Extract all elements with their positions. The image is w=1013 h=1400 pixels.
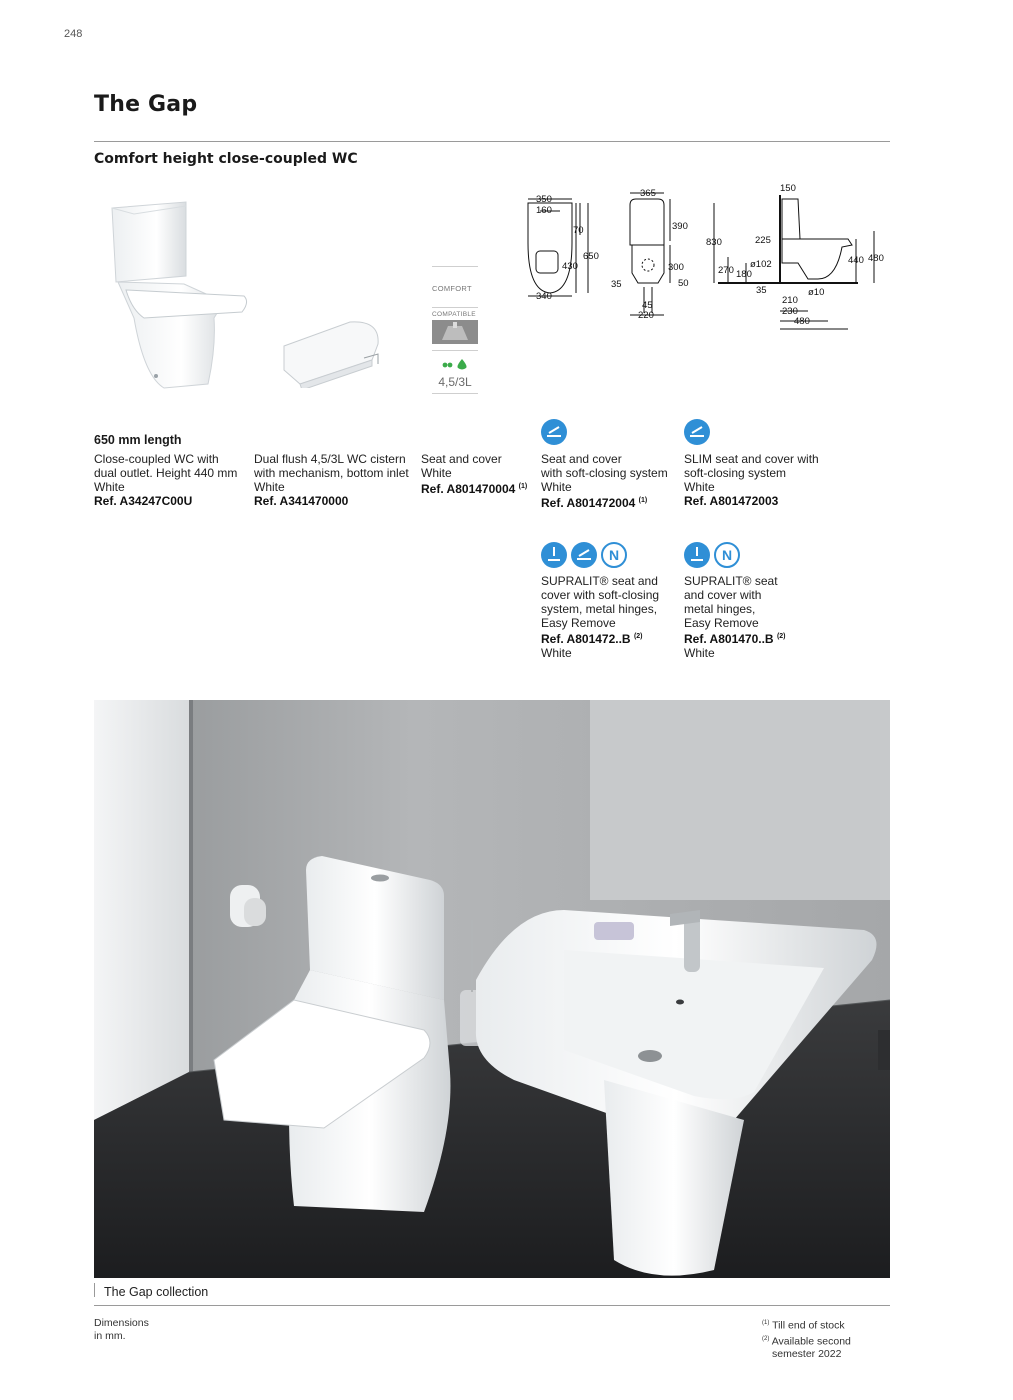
dim-prof-o102: ø102 [750, 259, 772, 270]
dim-side-390: 390 [672, 221, 688, 232]
product-desc-line: SLIM seat and cover with [684, 452, 819, 466]
dim-prof-270: 270 [718, 265, 734, 276]
wc-product-image [104, 198, 254, 398]
dim-prof-830: 830 [706, 237, 722, 248]
dim-prof-440: 440 [848, 255, 864, 266]
badge-divider [432, 350, 478, 351]
product-color: White [684, 646, 715, 660]
technical-dimension-drawings [518, 183, 898, 331]
supralit-n-icon: N [601, 542, 627, 568]
dim-top-350: 350 [536, 194, 552, 205]
badge-divider [432, 307, 478, 308]
footnote-mark: (2) [762, 1335, 770, 1342]
caption-marker [94, 1283, 95, 1297]
dim-prof-480b: 480 [794, 316, 810, 327]
dim-prof-480: 480 [868, 253, 884, 264]
dim-side-35: 35 [611, 279, 622, 290]
dim-side-50: 50 [678, 278, 689, 289]
product-supralit-softclose [541, 574, 681, 660]
flush-volume: 4,5/3L [438, 375, 472, 389]
product-desc-line: dual outlet. Height 440 mm [94, 466, 238, 480]
footnote-mark: (1) [762, 1320, 770, 1326]
supralit-icons-2 [684, 542, 740, 568]
seat-cover-image [280, 318, 385, 388]
side-view-drawing [630, 193, 670, 315]
footnote-mark: (1) [518, 483, 528, 490]
product-ref: Ref. A801472003 [684, 494, 779, 508]
product-desc-line: soft-closing system [684, 466, 787, 480]
product-seat-cover [421, 452, 536, 496]
page-title: The Gap [94, 92, 198, 117]
compatible-badge: COMPATIBLE [432, 311, 476, 318]
product-desc-line: SUPRALIT® seat [684, 574, 778, 588]
product-desc-line: system, metal hinges, [541, 602, 658, 616]
soft-close-icon [684, 419, 714, 445]
product-desc-line: with soft-closing system [541, 466, 668, 480]
product-desc-line: Seat and cover [541, 452, 622, 466]
product-color: White [541, 646, 572, 660]
comfort-badge: COMFORT [432, 284, 472, 293]
soft-close-icon [571, 542, 597, 568]
dim-side-365: 365 [640, 188, 656, 199]
product-desc-line: and cover with [684, 588, 762, 602]
dim-prof-150: 150 [780, 183, 796, 194]
product-color: White [541, 480, 572, 494]
product-ref: Ref. A34247C00U [94, 494, 193, 508]
dimensions-note-line: Dimensions [94, 1317, 149, 1329]
dim-top-70: 70 [573, 225, 584, 236]
footnote-mark: (2) [776, 633, 786, 640]
product-wc [94, 452, 249, 508]
product-desc-line: Dual flush 4,5/3L WC cistern [254, 452, 406, 466]
photo-caption: The Gap collection [104, 1285, 209, 1299]
metal-hinges-icon [684, 542, 710, 568]
product-desc-line: metal hinges, [684, 602, 756, 616]
section-subtitle: Comfort height close-coupled WC [94, 151, 358, 167]
footnotes [762, 1317, 851, 1361]
dimensions-note-line: in mm. [94, 1330, 126, 1342]
dim-prof-210: 210 [782, 295, 798, 306]
length-heading: 650 mm length [94, 433, 182, 447]
title-divider [94, 141, 890, 142]
soft-close-icon [541, 419, 571, 445]
product-seat-softclose [541, 452, 681, 510]
product-cistern [254, 452, 419, 508]
product-ref: Ref. A801470004 [421, 482, 516, 496]
product-slim-seat [684, 452, 834, 508]
dim-top-650: 650 [583, 251, 599, 262]
dim-prof-225: 225 [755, 235, 771, 246]
page-number: 248 [64, 28, 83, 40]
product-color: White [254, 480, 285, 494]
compatible-icon [432, 320, 478, 344]
product-desc-line: with mechanism, bottom inlet [254, 466, 409, 480]
product-color: White [421, 466, 452, 480]
product-desc-line: Seat and cover [421, 452, 502, 466]
dual-flush-icon [432, 357, 478, 375]
badge-divider [432, 393, 478, 394]
dim-prof-230: 230 [782, 306, 798, 317]
product-ref: Ref. A801472..B [541, 632, 631, 646]
dim-prof-35: 35 [756, 285, 767, 296]
product-supralit-metal [684, 574, 824, 660]
product-ref: Ref. A801470..B [684, 632, 774, 646]
dim-side-45: 45 [642, 300, 653, 311]
dim-top-160: 160 [536, 205, 552, 216]
product-color: White [94, 480, 125, 494]
product-desc-line: Close-coupled WC with [94, 452, 219, 466]
supralit-n-icon: N [714, 542, 740, 568]
footnote-text: semester 2022 [772, 1348, 842, 1360]
dim-side-300: 300 [668, 262, 684, 273]
footnote-text: Till end of stock [772, 1319, 845, 1332]
product-desc-line: cover with soft-closing [541, 588, 660, 602]
dimensions-note [94, 1317, 149, 1343]
product-color: White [684, 480, 715, 494]
product-desc-line: SUPRALIT® seat and [541, 574, 658, 588]
badge-divider [432, 266, 478, 267]
metal-hinges-icon [541, 542, 567, 568]
dim-top-340: 340 [536, 291, 552, 302]
dim-prof-180: 180 [736, 269, 752, 280]
product-desc-line: Easy Remove [541, 616, 616, 630]
dim-side-220: 220 [638, 310, 654, 321]
product-ref: Ref. A341470000 [254, 494, 349, 508]
bathroom-photo [94, 700, 890, 1278]
feature-badges [432, 266, 478, 398]
footnote-mark: (1) [638, 497, 648, 504]
product-desc-line: Easy Remove [684, 616, 759, 630]
footnote-text: Available second [771, 1335, 851, 1347]
supralit-icons-1 [541, 542, 627, 568]
product-ref: Ref. A801472004 [541, 496, 636, 510]
dim-prof-o10: ø10 [808, 287, 825, 298]
footer-divider [94, 1305, 890, 1306]
footnote-mark: (2) [633, 633, 643, 640]
dim-top-430: 430 [562, 261, 578, 272]
